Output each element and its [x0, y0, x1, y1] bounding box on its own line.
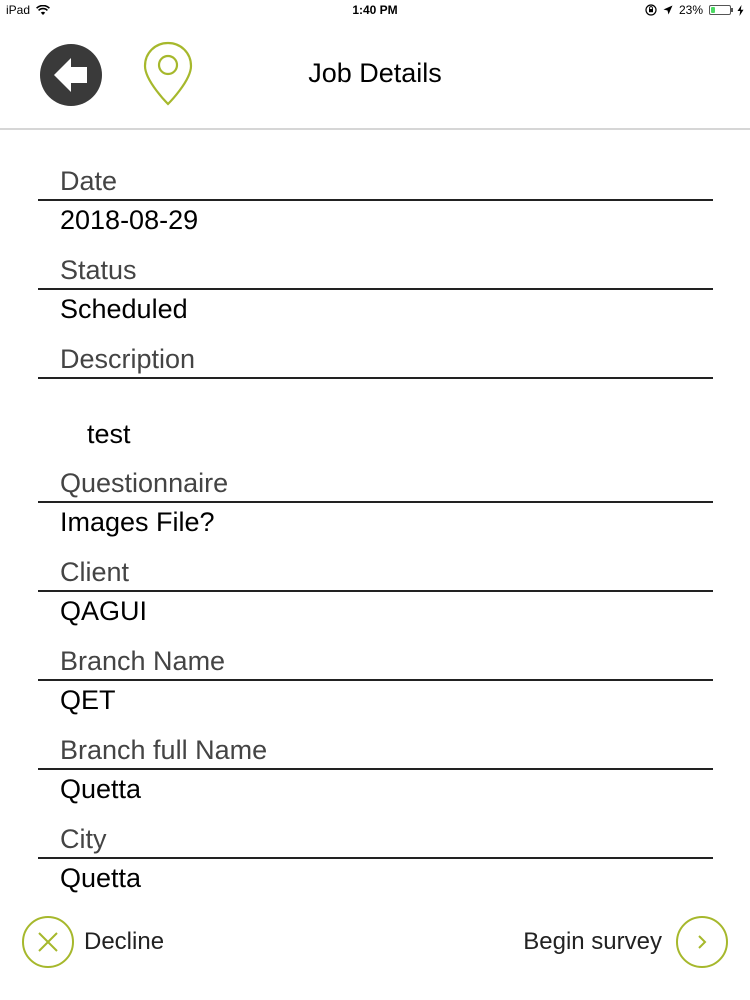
begin-survey-circle[interactable] — [676, 916, 728, 968]
field-description — [38, 342, 713, 453]
field-label: Client — [38, 555, 713, 592]
field-value: QET — [60, 685, 116, 715]
begin-survey-button[interactable] — [523, 916, 728, 968]
field-branch-full-name — [38, 733, 713, 808]
decline-label[interactable]: Decline — [84, 928, 165, 955]
field-label: Branch full Name — [38, 733, 713, 770]
decline-circle[interactable] — [22, 916, 74, 968]
status-bar — [0, 0, 750, 22]
navigation-header — [0, 22, 750, 130]
field-value: Scheduled — [60, 294, 188, 324]
field-value: test — [87, 419, 131, 449]
field-value: Quetta — [60, 774, 142, 804]
orientation-lock-icon — [645, 4, 657, 16]
field-value: Quetta — [60, 863, 142, 893]
field-value: 2018-08-29 — [60, 205, 199, 235]
begin-survey-label[interactable]: Begin survey — [523, 928, 662, 955]
field-label: Description — [38, 342, 713, 379]
status-bar-right — [645, 3, 744, 17]
battery-percent: 23% — [678, 3, 703, 17]
action-footer — [0, 910, 750, 980]
field-status — [38, 253, 713, 328]
field-date — [38, 164, 713, 239]
page-title: Job Details — [308, 58, 442, 88]
decline-button[interactable] — [22, 916, 164, 968]
field-questionnaire — [38, 466, 713, 541]
field-label: Date — [38, 164, 713, 201]
field-label: Status — [38, 253, 713, 290]
device-name: iPad — [6, 3, 31, 17]
field-label: Questionnaire — [38, 466, 713, 503]
field-city — [38, 822, 713, 897]
location-arrow-icon — [663, 5, 673, 15]
field-value: Images File? — [60, 507, 215, 537]
field-branch-name — [38, 644, 713, 719]
chevron-right-icon — [692, 932, 712, 952]
charging-icon — [737, 5, 744, 16]
battery-icon — [709, 5, 731, 15]
status-time: 1:40 PM — [352, 3, 398, 17]
close-icon — [36, 930, 60, 954]
field-label: City — [38, 822, 713, 859]
field-label: Branch Name — [38, 644, 713, 681]
field-value: QAGUI — [60, 596, 148, 626]
field-client — [38, 555, 713, 630]
